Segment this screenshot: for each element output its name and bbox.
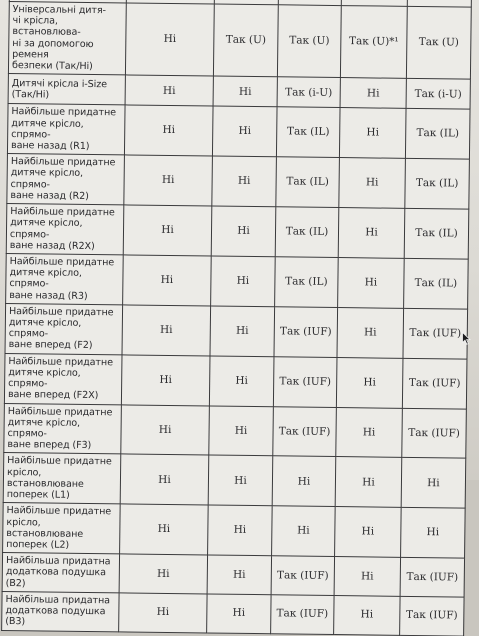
table-cell: Так (i-U) (277, 77, 340, 108)
page-sheet (1, 0, 471, 636)
table-cell: Ні (120, 504, 209, 555)
table-cell: Ні (209, 356, 274, 407)
table-row (7, 104, 470, 160)
table-cell: Так (U)*¹ (340, 6, 407, 79)
table-row (4, 353, 467, 409)
child-seat-compatibility-table (1, 0, 472, 636)
row-label: Найбільше придатне дитяче крісло, спрямо- ване назад (R2) (7, 154, 125, 205)
table-cell: Так (U) (277, 5, 341, 78)
table-cell: Ні (335, 457, 402, 508)
table-cell: Так (U) (213, 4, 278, 77)
table-cell: Так (IUF) (274, 307, 338, 358)
row-label: Найбільше придатне дитяче крісло, спрямо- ване вперед (F2) (5, 303, 123, 354)
table-cell: Ні (272, 506, 336, 557)
table-row (7, 154, 470, 210)
table-cell: Так (IL) (275, 257, 339, 308)
table-cell: Ні (336, 407, 403, 458)
table-cell: Ні (125, 3, 214, 76)
table-cell: Ні (121, 404, 210, 455)
table-cell: Ні (401, 508, 466, 559)
table-cell: Ні (336, 357, 403, 408)
table-cell: Так (IL) (404, 208, 469, 259)
row-label: Найбільше придатне дитяче крісло, спрямо- ване назад (R1) (7, 104, 125, 155)
table-row (6, 204, 469, 260)
table-cell: Так (IUF) (403, 308, 468, 359)
table-cell: Ні (211, 206, 276, 257)
table-cell: Ні (119, 554, 207, 594)
table-cell: Ні (121, 355, 210, 406)
table-cell: Ні (208, 455, 273, 506)
table-cell: Так (IUF) (402, 408, 467, 459)
table-cell: Ні (212, 156, 277, 207)
table-cell: Ні (119, 593, 207, 633)
table-cell: Ні (122, 305, 211, 356)
table-row (6, 253, 469, 309)
table-row (8, 2, 471, 80)
table-cell: Ні (338, 208, 405, 259)
table-row (2, 591, 464, 635)
table-cell: Ні (339, 108, 406, 159)
table-row (3, 503, 466, 559)
table-cell: Ні (213, 76, 277, 107)
row-label: Найбільше придатне крісло, встановлюване поперек (L2) (3, 503, 121, 554)
table-row (5, 303, 468, 359)
table-cell: Так (IUF) (400, 596, 464, 635)
row-label: Найбільше придатне дитяче крісло, спрямо- ване вперед (F3) (4, 403, 122, 454)
table-cell: Так (U) (406, 6, 471, 79)
table-cell: Ні (212, 106, 277, 157)
table-cell: Ні (207, 594, 271, 633)
table-cell: Так (i-U) (406, 79, 470, 110)
table-cell: Так (IL) (276, 157, 340, 208)
table-cell: Ні (335, 507, 402, 558)
table-cell: Так (IUF) (400, 558, 464, 597)
table-cell: Ні (125, 75, 213, 106)
table-cell: Так (IL) (405, 159, 470, 210)
table-cell: Ні (124, 105, 213, 156)
table-cell: Так (IUF) (271, 556, 334, 595)
mouse-pointer-icon (462, 332, 471, 345)
table-row (4, 403, 467, 459)
table-cell: Ні (208, 505, 273, 556)
table-cell: Ні (334, 595, 400, 634)
table-cell: Ні (272, 456, 336, 507)
table-cell: Ні (120, 454, 209, 505)
table-cell: Так (IUF) (273, 406, 337, 457)
table-cell: Ні (338, 257, 405, 308)
table-cell: Ні (209, 406, 274, 457)
table-cell: Так (IL) (405, 109, 470, 160)
table-cell: Ні (340, 78, 406, 109)
row-label: Найбільше придатне дитяче крісло, спрямо- ване назад (R3) (6, 253, 124, 304)
table-body (2, 2, 472, 636)
table-cell: Ні (211, 256, 276, 307)
table-cell: Ні (123, 255, 212, 306)
row-label: Найбільше придатне крісло, встановлюване поперек (L1) (3, 453, 121, 504)
table-cell: Ні (401, 458, 466, 509)
row-label: Найбільше придатне дитяче крісло, спрямо- ване назад (R2X) (6, 204, 124, 255)
table-cell: Ні (337, 307, 404, 358)
row-label: Найбільше придатне дитяче крісло, спрямо- ване вперед (F2X) (4, 353, 122, 404)
table-row (2, 553, 464, 597)
row-label: Дитячі крісла i-Size (Так/Ні) (8, 74, 125, 105)
row-label: Найбільша придатна додаткова подушка (B2) (2, 553, 119, 593)
table-cell: Ні (339, 158, 406, 209)
table-cell: Так (IL) (275, 207, 339, 258)
table-cell: Ні (124, 155, 213, 206)
table-cell: Ні (334, 557, 400, 596)
table-cell: Так (IL) (276, 107, 340, 158)
row-label: Універсальні дитя- чі крісла, встановлюва- ні за допомогою ременя безпеки (Так/Ні) (8, 2, 126, 76)
table-cell: Так (IL) (404, 258, 469, 309)
table-cell: Так (IUF) (273, 356, 337, 407)
table-cell: Ні (207, 555, 271, 594)
table-row (3, 453, 466, 509)
table-cell: Ні (123, 205, 212, 256)
table-cell: Ні (210, 306, 275, 357)
row-label: Найбільша придатна додаткова подушка (B3) (2, 591, 119, 631)
table-cell: Так (IUF) (402, 358, 467, 409)
table-cell: Так (IUF) (271, 595, 334, 634)
